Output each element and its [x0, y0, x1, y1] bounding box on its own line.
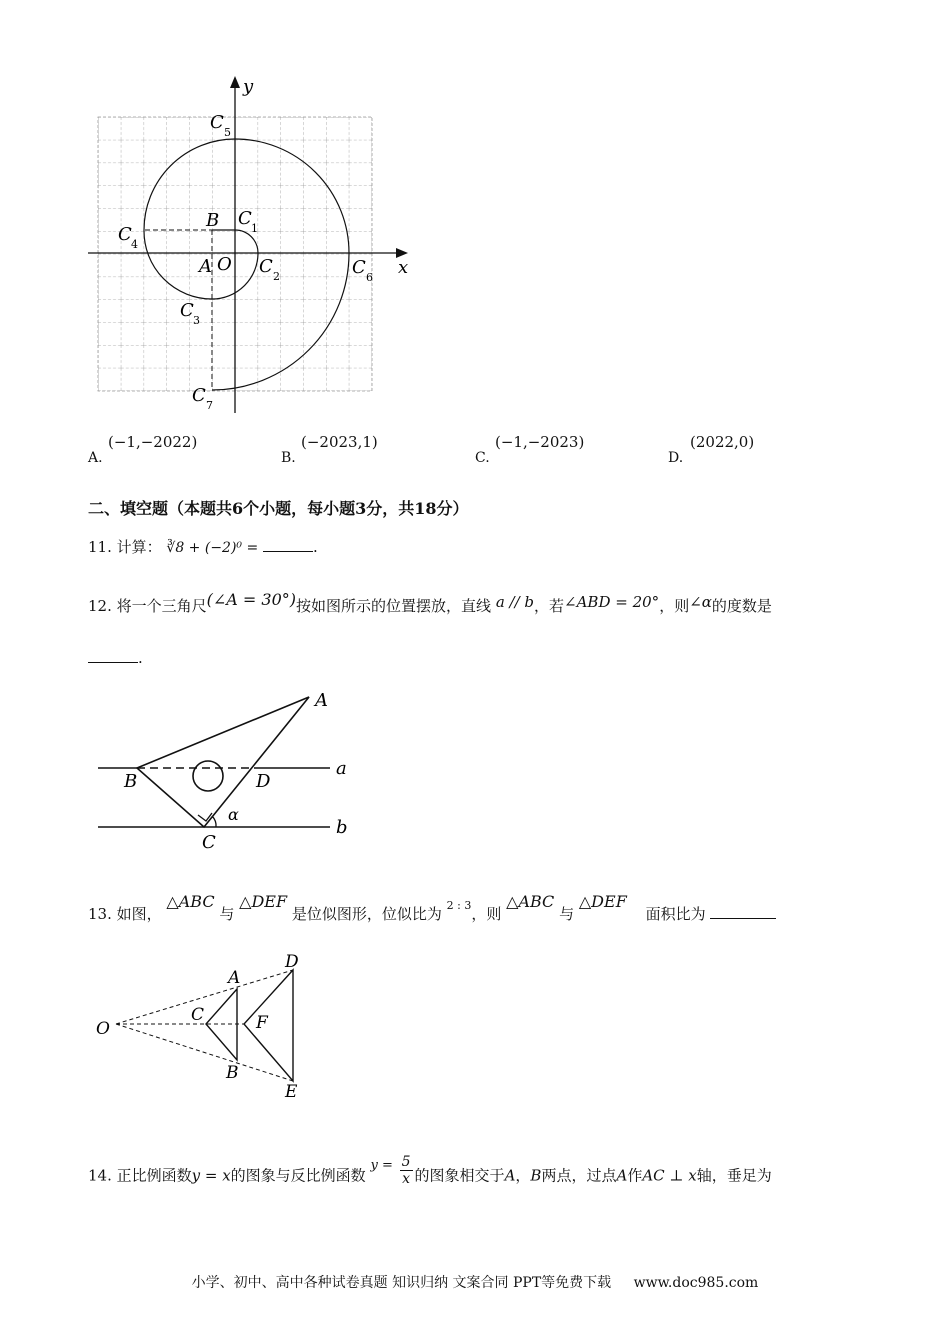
svg-text:B: B — [124, 771, 138, 792]
svg-text:C: C — [191, 1005, 205, 1025]
svg-text:C: C — [259, 256, 273, 277]
svg-text:4: 4 — [131, 238, 138, 251]
svg-text:B: B — [206, 210, 220, 231]
spiral-figure — [80, 70, 420, 420]
svg-text:C: C — [352, 257, 366, 278]
svg-text:D: D — [285, 952, 299, 972]
svg-text:α: α — [228, 805, 239, 824]
svg-text:A: A — [228, 968, 241, 988]
svg-text:E: E — [285, 1082, 298, 1102]
svg-text:2: 2 — [273, 270, 280, 283]
question-14: 14. 正比例函数y = x的图象与反比例函数 y = $\frac{5}{x}$ 的图象相交于A，B两点，过点A作AC ⊥ x轴，垂足为 — [88, 1154, 772, 1187]
svg-text:C: C — [180, 300, 194, 321]
svg-text:C: C — [192, 385, 206, 406]
svg-text:C: C — [202, 832, 216, 853]
similar-figure — [92, 950, 312, 1105]
triangle-def — [244, 970, 293, 1081]
svg-text:3: 3 — [193, 314, 200, 327]
triangle — [137, 697, 309, 827]
footer-url[interactable]: www.doc985.com — [633, 1275, 759, 1291]
svg-text:a: a — [336, 758, 347, 779]
svg-text:O: O — [96, 1019, 110, 1039]
answer-blank-12[interactable] — [88, 648, 138, 663]
triangle-figure — [95, 685, 360, 855]
svg-text:6: 6 — [366, 271, 373, 284]
question-13: 13. 如图， △ABC 与 △DEF 是位似图形，位似比为 $^{2 : 3}$，则 △ABC 与 △DEF 面积比为 — [88, 903, 776, 924]
svg-text:b: b — [336, 817, 348, 838]
answer-blank-11[interactable] — [263, 537, 313, 552]
y-axis-arrow — [230, 76, 240, 88]
svg-text:O: O — [217, 254, 232, 275]
svg-text:F: F — [256, 1013, 268, 1033]
footer: 小学、初中、高中各种试卷真题 知识归纳 文案合同 PPT等免费下载 www.doc985.com — [191, 1275, 759, 1291]
answer-blank-13[interactable] — [710, 904, 776, 919]
svg-text:C: C — [118, 224, 132, 245]
svg-text:5: 5 — [224, 126, 231, 139]
svg-text:B: B — [226, 1063, 239, 1083]
svg-text:1: 1 — [251, 222, 258, 235]
svg-text:D: D — [256, 771, 271, 792]
section-title: 二、填空题（本题共6个小题，每小题3分，共18分） — [88, 499, 469, 518]
svg-text:C: C — [238, 208, 252, 229]
question-12: 12. 将一个三角尺(∠A = 30°)按如图所示的位置摆放，直线 a // b，若∠ABD = 20°，则∠α的度数是 — [88, 590, 772, 615]
svg-text:7: 7 — [206, 399, 213, 412]
label-x: x — [398, 257, 409, 278]
question-11: 11. 计算： ∛8 + (−2)⁰ = . — [88, 538, 318, 556]
question-12-line2: . — [88, 648, 143, 667]
svg-text:A: A — [199, 256, 212, 277]
svg-text:C: C — [210, 112, 224, 133]
label-y: y — [243, 76, 254, 97]
svg-text:A: A — [315, 690, 328, 711]
